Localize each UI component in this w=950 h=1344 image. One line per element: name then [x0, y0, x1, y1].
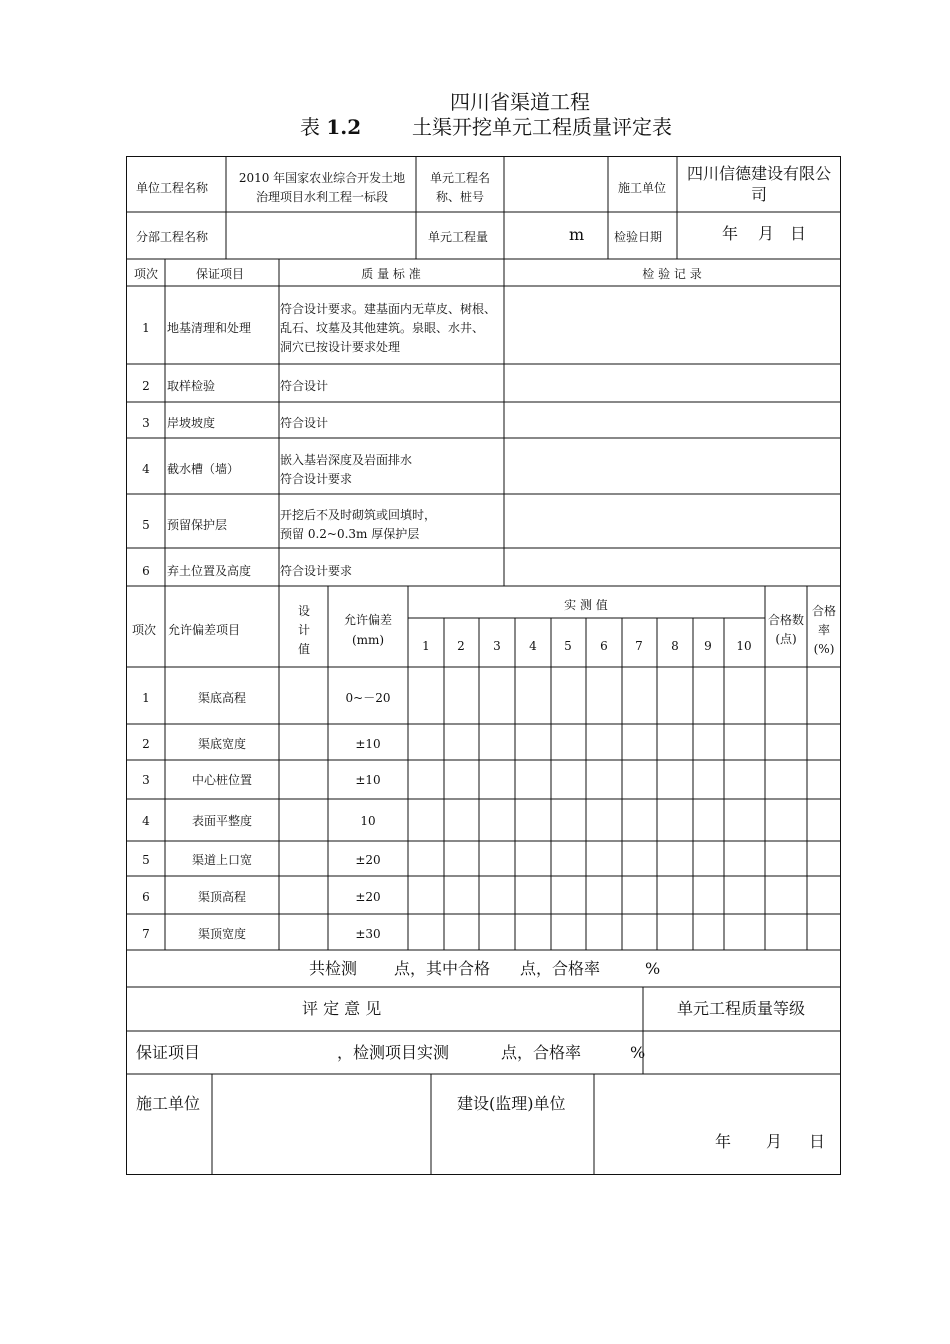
guarantee-row-item: 截水槽（墙）	[167, 462, 240, 476]
table-number: 1.2	[326, 115, 362, 139]
measure-col-7: 7	[635, 639, 643, 653]
unit-project-value-line1: 2010 年国家农业综合开发土地	[238, 171, 406, 185]
guarantee-row-no: 6	[142, 564, 150, 578]
deviation-row-item: 表面平整度	[191, 814, 253, 828]
guarantee-row-standard: 符合设计	[280, 379, 329, 393]
table-title	[300, 111, 672, 140]
deviation-row-allow: ±10	[355, 737, 381, 751]
measure-col-6: 6	[600, 639, 608, 653]
guarantee-row-standard: 符合设计要求	[280, 564, 353, 578]
guarantee-row-no: 5	[142, 518, 150, 532]
col-no-header: 项次	[131, 623, 157, 637]
measure-col-1: 1	[422, 639, 430, 653]
summary-total-b: 点，其中合格	[394, 959, 491, 978]
col-record-header: 检 验 记 录	[642, 267, 702, 281]
col-measured-header: 实 测 值	[564, 598, 608, 612]
col-design-header: 设	[297, 604, 311, 618]
col-pass-count-header: 合格数	[767, 613, 805, 627]
deviation-row-allow: 10	[360, 814, 376, 828]
deviation-row-no: 5	[142, 853, 150, 867]
deviation-row-no: 1	[142, 691, 150, 705]
col-standard-header: 质 量 标 准	[361, 267, 421, 281]
table-name: 土渠开挖单元工程质量评定表	[412, 115, 673, 139]
division-label: 分部工程名称	[136, 230, 209, 244]
date-day: 日	[790, 224, 807, 243]
guarantee-row-item: 地基清理和处理	[167, 321, 252, 335]
guarantee-row-item: 取样检验	[167, 379, 216, 393]
guarantee-row-standard: 符合设计要求。建基面内无草皮、树根、	[280, 302, 497, 316]
contractor-signature-label: 施工单位	[136, 1094, 201, 1113]
guarantee-row-standard: 开挖后不及时砌筑或回填时，	[280, 508, 437, 522]
col-guarantee-item-header: 保证项目	[196, 267, 245, 281]
col-allow-header: (mm)	[351, 633, 385, 647]
col-pass-count-header: (点)	[775, 632, 797, 646]
guarantee-row-no: 2	[142, 379, 150, 393]
guarantee-row-item: 预留保护层	[167, 518, 228, 532]
deviation-row-allow: ±20	[355, 890, 381, 904]
col-no-header: 项次	[133, 267, 159, 281]
deviation-row-allow: 0~－20	[345, 691, 391, 705]
inspect-date-label: 检验日期	[614, 230, 663, 244]
guarantee-row-no: 3	[142, 416, 150, 430]
guarantee-row-standard: 乱石、坟墓及其他建筑。泉眼、水井、	[280, 321, 485, 335]
guarantee-row-no: 1	[142, 321, 150, 335]
contractor-value-line1: 四川信德建设有限公	[686, 164, 832, 183]
summary-total-a: 共检测	[309, 959, 358, 978]
col-deviation-item-header: 允许偏差项目	[168, 623, 241, 637]
signature-month: 月	[766, 1132, 783, 1151]
summary-total-c: 点，合格率	[520, 959, 601, 978]
deviation-row-allow: ±20	[355, 853, 381, 867]
guarantee-row-standard: 符合设计	[280, 416, 329, 430]
guarantee-row-standard: 嵌入基岩深度及岩面排水	[280, 453, 413, 467]
measure-col-3: 3	[493, 639, 501, 653]
measure-col-8: 8	[671, 639, 679, 653]
table-no-prefix: 表	[300, 115, 320, 139]
deviation-row-item: 渠底宽度	[197, 737, 247, 751]
guarantee-row-no: 4	[142, 462, 150, 476]
guarantee-row-item: 岸坡坡度	[167, 416, 216, 430]
deviation-row-no: 6	[142, 890, 150, 904]
quantity-label: 单元工程量	[428, 230, 489, 244]
guarantee-row-standard: 预留 0.2~0.3m 厚保护层	[280, 527, 420, 541]
deviation-row-no: 4	[142, 814, 150, 828]
evaluation-form	[126, 156, 841, 1175]
deviation-row-no: 3	[142, 773, 150, 787]
unit-project-value-line2: 治理项目水利工程一标段	[255, 190, 389, 204]
measure-col-2: 2	[457, 639, 465, 653]
unit-project-label: 单位工程名称	[136, 181, 209, 195]
deviation-row-item: 中心桩位置	[191, 773, 253, 787]
deviation-row-allow: ±10	[355, 773, 381, 787]
signature-year: 年	[715, 1132, 732, 1151]
quality-grade-label: 单元工程质量等级	[677, 999, 806, 1018]
col-allow-header: 允许偏差	[343, 613, 393, 627]
pass-rate-percent: %	[630, 1043, 646, 1062]
guarantee-row-standard: 洞穴已按设计要求处理	[280, 340, 401, 354]
summary-total-d: %	[645, 959, 661, 978]
signature-day: 日	[809, 1132, 826, 1151]
deviation-row-item: 渠顶高程	[197, 890, 247, 904]
col-pass-rate-header: 合格	[811, 604, 837, 618]
measured-summary-label: ，检测项目实测	[337, 1043, 450, 1062]
contractor-label: 施工单位	[617, 181, 667, 195]
measure-col-9: 9	[704, 639, 712, 653]
deviation-row-item: 渠道上口宽	[191, 853, 253, 867]
col-design-header: 值	[297, 642, 311, 656]
document-title: 四川省渠道工程	[450, 90, 590, 114]
deviation-row-item: 渠顶宽度	[197, 927, 247, 941]
evaluation-opinion-label: 评 定 意 见	[302, 999, 382, 1018]
guarantee-row-item: 弃土位置及高度	[167, 564, 252, 578]
pass-rate-summary-label: 点，合格率	[501, 1043, 582, 1062]
deviation-row-item: 渠底高程	[197, 691, 247, 705]
element-name-label-line1: 单元工程名	[429, 171, 491, 185]
deviation-row-allow: ±30	[355, 927, 381, 941]
supervisor-signature-label: 建设(监理)单位	[457, 1094, 566, 1113]
col-design-header: 计	[297, 623, 311, 637]
guarantee-summary-label: 保证项目	[136, 1043, 201, 1062]
contractor-value-line2: 司	[750, 185, 768, 204]
col-pass-rate-header: (%)	[813, 642, 835, 656]
date-year: 年	[722, 224, 739, 243]
measure-col-4: 4	[529, 639, 537, 653]
guarantee-row-standard: 符合设计要求	[280, 472, 353, 486]
element-name-label-line2: 称、桩号	[435, 190, 485, 204]
quantity-unit: m	[569, 225, 585, 244]
measure-col-10: 10	[736, 639, 752, 653]
col-pass-rate-header: 率	[817, 623, 831, 637]
measure-col-5: 5	[564, 639, 572, 653]
deviation-row-no: 7	[142, 927, 150, 941]
deviation-row-no: 2	[142, 737, 150, 751]
date-month: 月	[758, 224, 775, 243]
